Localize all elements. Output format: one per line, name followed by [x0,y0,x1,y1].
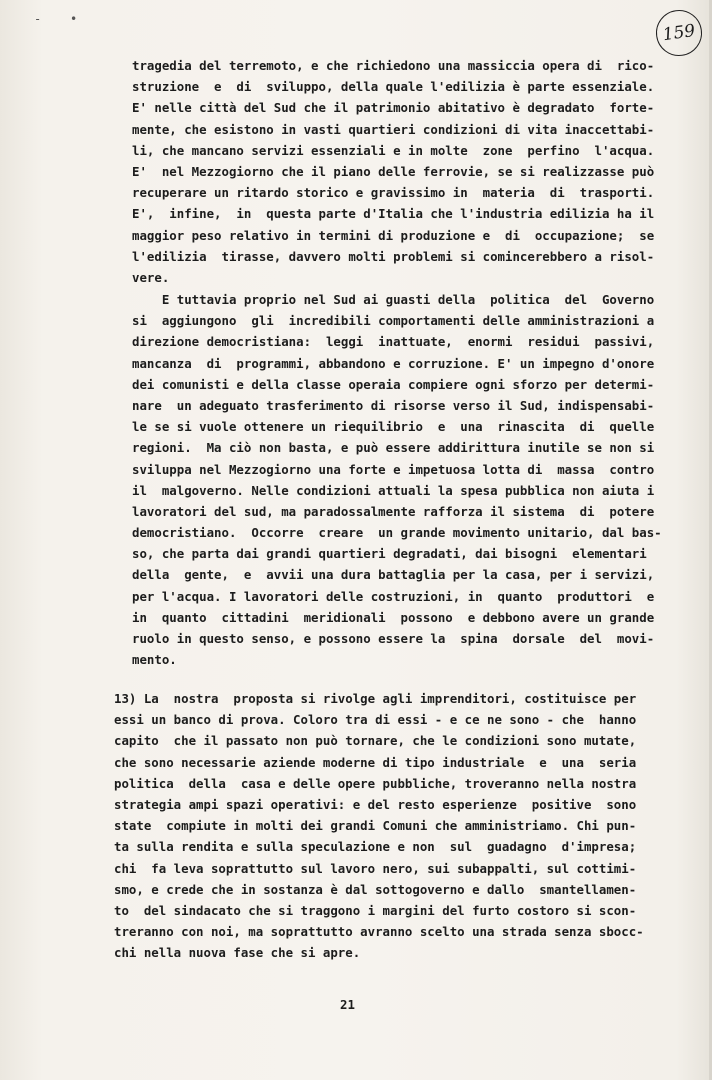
text-line: l'edilizia tirasse, davvero molti problemi si comincerebbero a risol- [132,248,655,264]
text-line: per l'acqua. I lavoratori delle costruzioni, in quanto produttori e [132,588,655,604]
text-line: nare un adeguato trasferimento di risorse verso il Sud, indispensabi- [132,397,655,413]
text-line: in quanto cittadini meridionali possono e debbono avere un grande [132,609,655,625]
paragraph-1 [132,55,655,288]
corner-dash-mark: - [34,12,42,26]
text-line: strategia ampi spazi operativi: e del resto esperienze positive sono [114,796,637,812]
text-line: mento. [132,652,177,668]
text-line: E' nel Mezzogiorno che il piano delle ferrovie, se si realizzasse può [132,163,655,179]
text-line: lavoratori del sud, ma paradossalmente rafforza il sistema di potere [132,503,655,519]
text-line: sviluppa nel Mezzogiorno una forte e impetuosa lotta di massa contro [132,461,655,477]
text-line: treranno con noi, ma soprattutto avranno scelto una strada senza sbocc- [114,924,644,940]
text-line: essi un banco di prova. Coloro tra di essi - e ce ne sono - che hanno [114,712,637,728]
paragraph-3 [114,688,644,963]
text-line: mancanza di programmi, abbandono e corruzione. E' un impegno d'onore [132,355,655,371]
text-line: politica della casa e delle opere pubbliche, troveranno nella nostra [114,775,637,791]
text-line: E tuttavia proprio nel Sud ai guasti della politica del Governo [132,292,655,307]
paragraph-2 [132,289,662,670]
corner-dot-mark: • [70,12,78,26]
text-line: tragedia del terremoto, e che richiedono una massiccia opera di rico- [132,58,655,73]
text-line: che sono necessarie aziende moderne di tipo industriale e una seria [114,754,637,770]
text-line: mente, che esistono in vasti quartieri condizioni di vita inaccettabi- [132,121,655,137]
text-line: recuperare un ritardo storico e gravissimo in materia di trasporti. [132,185,655,201]
text-line: so, che parta dai grandi quartieri degradati, dai bisogni elementari [132,546,647,562]
text-line: chi nella nuova fase che si apre. [114,945,361,961]
text-line: state compiute in molti dei grandi Comuni che amministriamo. Chi pun- [114,818,637,834]
text-line: ruolo in questo senso, e possono essere la spina dorsale del movi- [132,631,655,646]
text-line: dei comunisti e della classe operaia compiere ogni sforzo per determi- [132,376,655,392]
text-line: li, che mancano servizi essenziali e in molte zone perfino l'acqua. [132,142,655,158]
text-line: to del sindacato che si traggono i margini del furto costoro si scon- [114,902,637,918]
text-line: smo, e crede che in sostanza è dal sottogoverno e dallo smantellamen- [114,881,637,897]
text-line: maggior peso relativo in termini di produzione e di occupazione; se [132,227,655,243]
text-line: della gente, e avvii una dura battaglia per la casa, per i servizi, [132,567,655,583]
text-line: 13) La nostra proposta si rivolge agli imprenditori, costituisce per [114,691,637,706]
text-line: capito che il passato non può tornare, che le condizioni sono mutate, [114,733,637,749]
text-line: chi fa leva soprattutto sul lavoro nero, sui subappalti, sul cottimi- [114,860,637,876]
text-line: E' nelle città del Sud che il patrimonio abitativo è degradato forte- [132,100,655,116]
text-line: le se si vuole ottenere un riequilibrio e una rinascita di quelle [132,419,655,435]
text-line: E', infine, in questa parte d'Italia che l'industria edilizia ha il [132,206,655,222]
text-line: struzione e di sviluppo, della quale l'edilizia è parte essenziale. [132,79,655,95]
text-line: si aggiungono gli incredibili comportamenti delle amministrazioni a [132,313,655,329]
circled-page-number: 159 [653,7,705,59]
text-line: il malgoverno. Nelle condizioni attuali la spesa pubblica non aiuta i [132,482,655,498]
text-line: direzione democristiana: leggi inattuate, enormi residui passivi, [132,334,655,350]
text-line: ta sulla rendita e sulla speculazione e non sul guadagno d'impresa; [114,839,637,855]
text-line: regioni. Ma ciò non basta, e può essere addirittura inutile se non si [132,440,655,456]
footer-page-number: 21 [340,997,355,1012]
text-line: democristiano. Occorre creare un grande movimento unitario, dal bas- [132,525,662,541]
text-line: vere. [132,269,170,285]
